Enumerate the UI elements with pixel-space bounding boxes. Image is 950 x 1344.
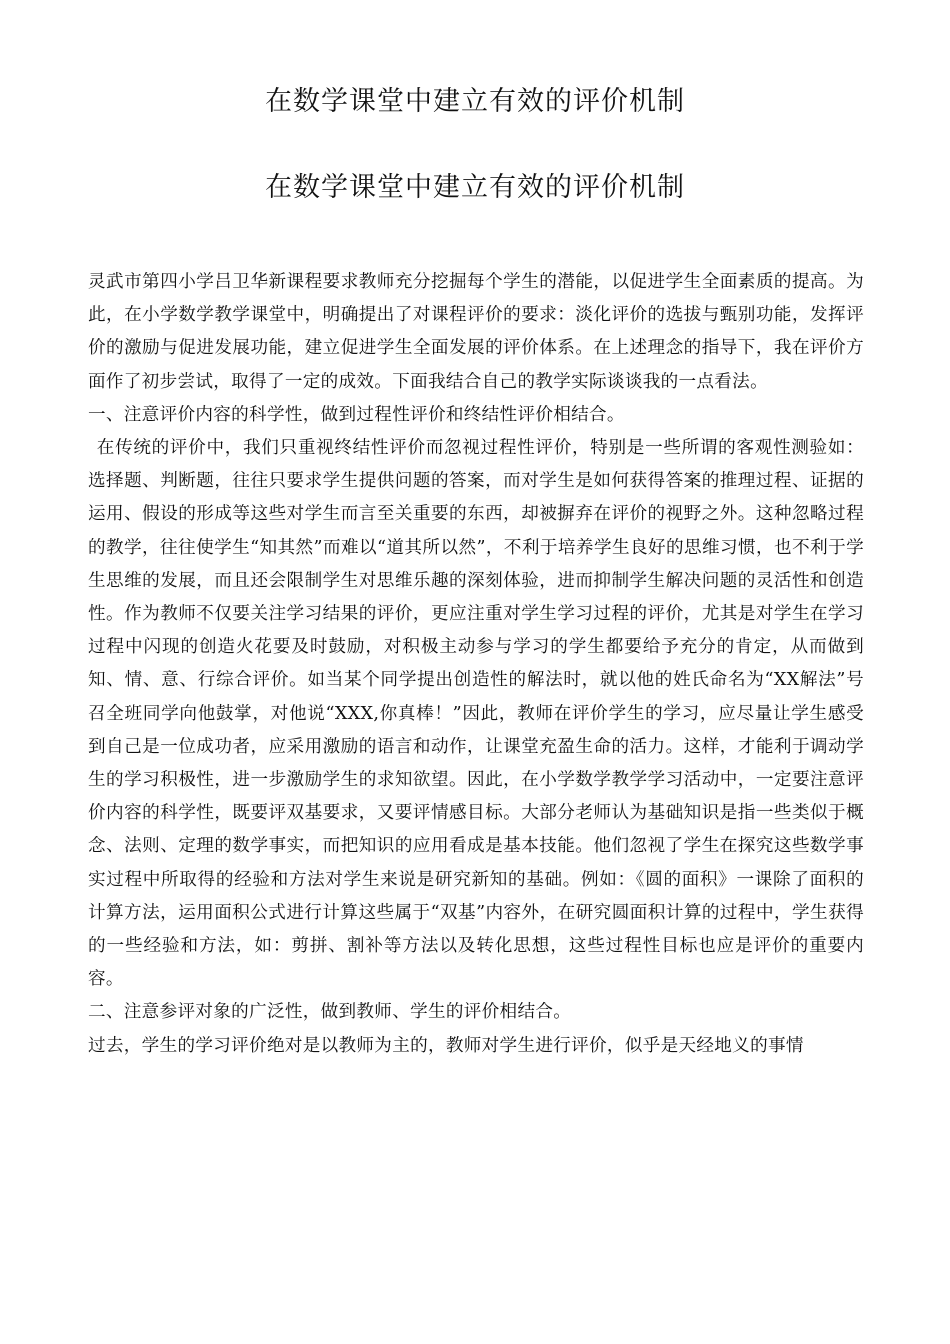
document-subtitle: 在数学课堂中建立有效的评价机制: [265, 172, 685, 203]
section-heading-2: 二、注意参评对象的广泛性，做到教师、学生的评价相结合。: [88, 1002, 572, 1023]
section-2-paragraph: 过去，学生的学习评价绝对是以教师为主的，教师对学生进行评价，似乎是天经地义的事情: [88, 1035, 804, 1056]
intro-paragraph: 灵武市第四小学吕卫华新课程要求教师充分挖掘每个学生的潜能，以促进学生全面素质的提高。为此，在小学数学教学课堂中，明确提出了对课程评价的要求：淡化评价的选拔与甄别功能，发挥评价的激励与促进发展功能，建立促进学生全面发展的评价体系。在上述理念的指导下，我在评价方面作了初步尝试，取得了一定的成效。下面我结合自己的教学实际谈谈我的一点看法。: [88, 272, 864, 392]
section-heading-1: 一、注意评价内容的科学性，做到过程性评价和终结性评价相结合。: [88, 404, 625, 425]
document-title: 在数学课堂中建立有效的评价机制: [265, 86, 685, 117]
document-body: [88, 266, 864, 1063]
section-1-paragraph: 在传统的评价中，我们只重视终结性评价而忽视过程性评价，特别是一些所谓的客观性测验如：选择题、判断题，往往只要求学生提供问题的答案，而对学生是如何获得答案的推理过程、证据的运用、假设的形成等这些对学生而言至关重要的东西，却被摒弃在评价的视野之外。这种忽略过程的教学，往往使学生“知其然”而难以“道其所以然”，不利于培养学生良好的思维习惯，也不利于学生思维的发展，而且还会限制学生对思维乐趣的深刻体验，进而抑制学生解决问题的灵活性和创造性。作为教师不仅要关注学习结果的评价，更应注重对学生学习过程的评价，尤其是对学生在学习过程中闪现的创造火花要及时鼓励，对积极主动参与学习的学生都要给予充分的肯定，从而做到知、情、意、行综合评价。如当某个同学提出创造性的解法时，就以他的姓氏命名为“XX解法”号召全班同学向他鼓掌，对他说“XXX,你真棒！”因此，教师在评价学生的学习，应尽量让学生感受到自己是一位成功者，应采用激励的语言和动作，让课堂充盈生命的活力。这样，才能利于调动学生的学习积极性，进一步激励学生的求知欲望。因此，在小学数学教学学习活动中，一定要注意评价内容的科学性，既要评双基要求，又要评情感目标。大部分老师认为基础知识是指一些类似于概念、法则、定理的数学事实，而把知识的应用看成是基本技能。他们忽视了学生在探究这些数学事实过程中所取得的经验和方法对学生来说是研究新知的基础。例如：《圆的面积》一课除了面积的计算方法，运用面积公式进行计算这些属于“双基”内容外，在研究圆面积计算的过程中，学生获得的一些经验和方法，如：剪拼、割补等方法以及转化思想，这些过程性目标也应是评价的重要内容。: [88, 438, 864, 990]
